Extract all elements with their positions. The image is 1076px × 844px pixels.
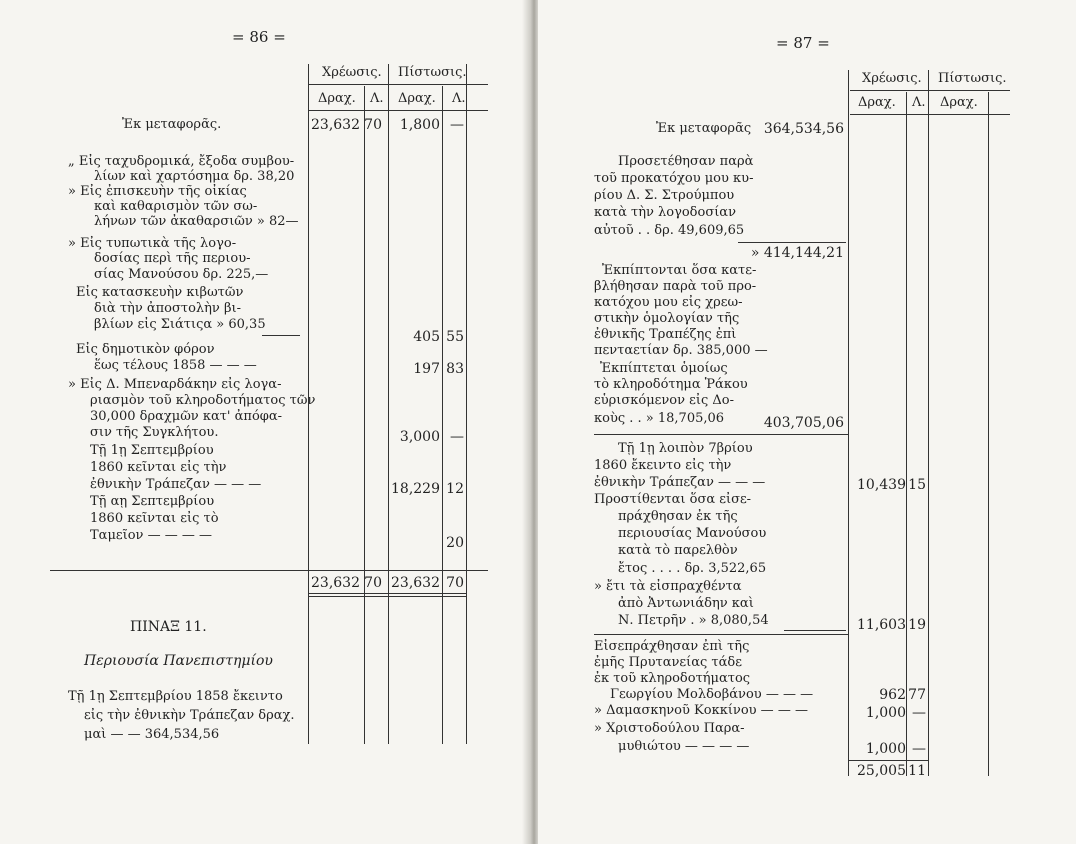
credit-dr: 197 (413, 361, 440, 377)
carried-debit-dr: 23,632 (311, 117, 360, 133)
header-rule (308, 110, 488, 111)
bottom-line: μαὶ — — 364,534,56 (84, 727, 220, 742)
carried-debit-l: 70 (364, 117, 382, 133)
credit-l: 83 (446, 361, 464, 377)
credit-dr: 18,229 (391, 481, 440, 497)
entry-line: μυθιώτου — — — — (618, 739, 750, 754)
entry-line: » Χριστοδούλου Παρα- (594, 721, 745, 736)
debit-dr: 1,000 (865, 741, 906, 757)
entry-line: Ἐκπίπτονται ὅσα κατε- (602, 263, 757, 278)
total-dr: 25,005 (857, 763, 906, 779)
entry-line: » Δαμασκηνοῦ Κοκκίνου — — — (594, 703, 808, 718)
column-rule (988, 92, 989, 776)
entry-line: τὸ κληροδότημα Ῥάκου (594, 377, 748, 392)
subtotal-amount: 403,705,06 (763, 415, 844, 431)
carried-credit-l: — (450, 117, 464, 133)
header-rule (308, 84, 488, 85)
entry-line: 1860 ἔκειντο εἰς τὴν (594, 458, 732, 473)
column-rule (848, 70, 849, 776)
total-credit-dr: 23,632 (391, 575, 440, 591)
carried-label: Ἐκ μεταφορᾶς. (122, 117, 222, 132)
table-title: ΠΙΝΑΞ 11. (130, 619, 207, 635)
debit-header: Χρέωσις. (322, 65, 382, 80)
right-page (538, 0, 1076, 844)
entry-line: » Εἰς ἐπισκευὴν τῆς οἰκίας (68, 184, 247, 199)
entry-line: Τῇ αῃ Σεπτεμβρίου (90, 494, 215, 509)
entry-line: Εἰς δημοτικὸν φόρον (76, 342, 215, 357)
entry-line: καὶ καθαρισμὸν τῶν σω- (94, 199, 258, 214)
entry-line: ἐθνικῆς Τραπέζης ἐπὶ (594, 327, 737, 342)
entry-line: Τῇ 1ῃ Σεπτεμβρίου (90, 443, 214, 458)
entry-line: δοσίας περὶ τῆς περιου- (94, 251, 251, 266)
entry-line: σίας Μανούσου δρ. 225,— (94, 267, 269, 282)
entry-line: ἀπὸ Ἀντωνιάδην καὶ (618, 596, 754, 611)
entry-line: περιουσίας Μανούσου (618, 526, 767, 541)
entry-line: κατὰ τὸ παρελθὸν (618, 543, 738, 558)
credit-header: Πίστωσις. (938, 71, 1007, 86)
total-rule (50, 570, 488, 571)
entry-line: 1860 κεῖνται εἰς τὴν (90, 460, 227, 475)
debit-dr: 11,603 (857, 617, 906, 633)
entry-line: „ Εἰς ταχυδρομικά, ἔξοδα συμβου- (68, 154, 295, 169)
credit-l: — (450, 429, 464, 445)
entry-line: Εἰς κατασκευὴν κιβωτῶν (76, 285, 244, 300)
carried-amount: 364,534,56 (763, 121, 844, 137)
credit-dr: 3,000 (399, 429, 440, 445)
entry-line: Γεωργίου Μολδοβάνου — — — (610, 687, 814, 702)
entry-line: εὑρισκόμενον εἰς Δο- (594, 393, 735, 408)
entry-line: βλήθησαν παρὰ τοῦ προ- (594, 279, 757, 294)
credit-header: Πίστωσις. (398, 65, 467, 80)
subtotal-rule (594, 434, 848, 435)
bottom-line: Τῇ 1ῃ Σεπτεμβρίου 1858 ἔκειντο (68, 689, 283, 704)
entry-line: ἐκ τοῦ κληροδοτήματος (594, 671, 751, 686)
left-page (0, 0, 530, 844)
debit-l: 19 (908, 617, 926, 633)
column-rule (466, 64, 467, 744)
column-rule (388, 64, 389, 744)
total-debit-dr: 23,632 (311, 575, 360, 591)
entry-line: ἐθνικὴν Τράπεζαν — — — (90, 477, 262, 492)
entry-line: αὐτοῦ . . δρ. 49,609,65 (594, 223, 745, 238)
debit-l: 77 (908, 687, 926, 703)
header-rule (850, 114, 1010, 115)
entry-line: λήνων τῶν ἀκαθαρσιῶν » 82— (94, 214, 299, 229)
entry-line: στικὴν ὁμολογίαν τῆς (594, 311, 740, 326)
drachmas-header: Δραχ. (940, 95, 978, 110)
entry-line: ρίου Δ. Σ. Στρούμπου (594, 188, 735, 203)
entry-line: ἐθνικὴν Τράπεζαν — — — (594, 475, 766, 490)
entry-line: Ν. Πετρῆν . » 8,080,54 (618, 613, 769, 628)
entry-line: βλίων εἰς Σιάτιςα » 60,35 (94, 317, 266, 332)
drachmas-header: Δραχ. (858, 95, 896, 110)
table-subtitle: Περιουσία Πανεπιστημίου (84, 653, 273, 669)
entry-line: Προστίθενται ὅσα εἰσε- (594, 492, 752, 507)
entry-line: κατόχου μου εἰς χρεω- (594, 295, 743, 310)
debit-l: 15 (908, 477, 926, 493)
credit-l: 55 (446, 329, 464, 345)
debit-l: — (912, 741, 926, 757)
column-rule (928, 70, 929, 776)
column-rule (906, 92, 907, 776)
entry-line: τοῦ προκατόχου μου κυ- (594, 171, 754, 186)
entry-line: πενταετίαν δρ. 385,000 — (594, 343, 768, 358)
entry-line: 1860 κεῖνται εἰς τὸ (90, 511, 219, 526)
entry-line: σιν τῆς Συγκλήτου. (90, 425, 219, 440)
entry-line: 30,000 δραχμῶν κατ' ἀπόφα- (90, 409, 283, 424)
column-rule (442, 86, 443, 744)
debit-dr: 1,000 (865, 705, 906, 721)
total-rule (848, 760, 928, 761)
header-rule (850, 90, 1010, 91)
entry-line: πράχθησαν ἐκ τῆς (618, 509, 738, 524)
lepta-header: Λ. (370, 91, 384, 106)
entry-line: ἕως τέλους 1858 — — — (94, 358, 257, 373)
entry-line: » ἔτι τὰ εἰσπραχθέντα (594, 579, 742, 594)
total-l: 11 (908, 763, 926, 779)
total-credit-l: 70 (446, 575, 464, 591)
carried-credit-dr: 1,800 (399, 117, 440, 133)
entry-line: διὰ τὴν ἀποστολὴν βι- (94, 301, 241, 316)
total-rule (308, 596, 466, 597)
debit-l: — (912, 705, 926, 721)
entry-line: » Εἰς Δ. Μπεναρδάκην εἰς λογα- (68, 377, 282, 392)
debit-header: Χρέωσις. (862, 71, 922, 86)
subtotal-rule (738, 242, 846, 243)
entry-line: Ἐκπίπτεται ὁμοίως (600, 361, 728, 376)
credit-l: 20 (446, 535, 464, 551)
total-debit-l: 70 (364, 575, 382, 591)
entry-line: κατὰ τὴν λογοδοσίαν (594, 205, 736, 220)
subtotal-rule (262, 335, 300, 336)
entry-line: Προσετέθησαν παρὰ (618, 154, 754, 169)
entry-line: ἐμῆς Πρυτανείας τάδε (594, 655, 742, 670)
column-rule (364, 86, 365, 744)
page-number: = 87 = (776, 34, 830, 52)
entry-line: » Εἰς τυπωτικὰ τῆς λογο- (68, 236, 237, 251)
credit-dr: 405 (413, 329, 440, 345)
debit-dr: 962 (879, 687, 906, 703)
page-number: = 86 = (232, 28, 286, 46)
entry-line: λίων καὶ χαρτόσημα δρ. 38,20 (94, 169, 295, 184)
debit-dr: 10,439 (857, 477, 906, 493)
entry-line: κοὺς . . » 18,705,06 (594, 411, 725, 426)
drachmas-header: Δραχ. (398, 91, 436, 106)
carried-label: Ἐκ μεταφορᾶς (656, 121, 752, 136)
subtotal-rule (594, 634, 848, 635)
bottom-line: εἰς τὴν ἐθνικὴν Τράπεζαν δραχ. (84, 708, 295, 723)
subtotal-amount: » 414,144,21 (750, 245, 844, 261)
entry-line: ἔτος . . . . δρ. 3,522,65 (618, 561, 767, 576)
lepta-header: Λ. (452, 91, 466, 106)
drachmas-header: Δραχ. (318, 91, 356, 106)
entry-line: ριασμὸν τοῦ κληροδοτήματος τῶν (90, 393, 316, 408)
lepta-header: Λ. (912, 95, 926, 110)
entry-line: Τῇ 1ῃ λοιπὸν 7βρίου (618, 441, 753, 456)
total-rule (308, 593, 466, 594)
entry-line: Ταμεῖον — — — — (90, 528, 212, 543)
subtotal-rule (784, 630, 846, 631)
entry-line: Εἰσεπράχθησαν ἐπὶ τῆς (594, 639, 750, 654)
credit-l: 12 (446, 481, 464, 497)
